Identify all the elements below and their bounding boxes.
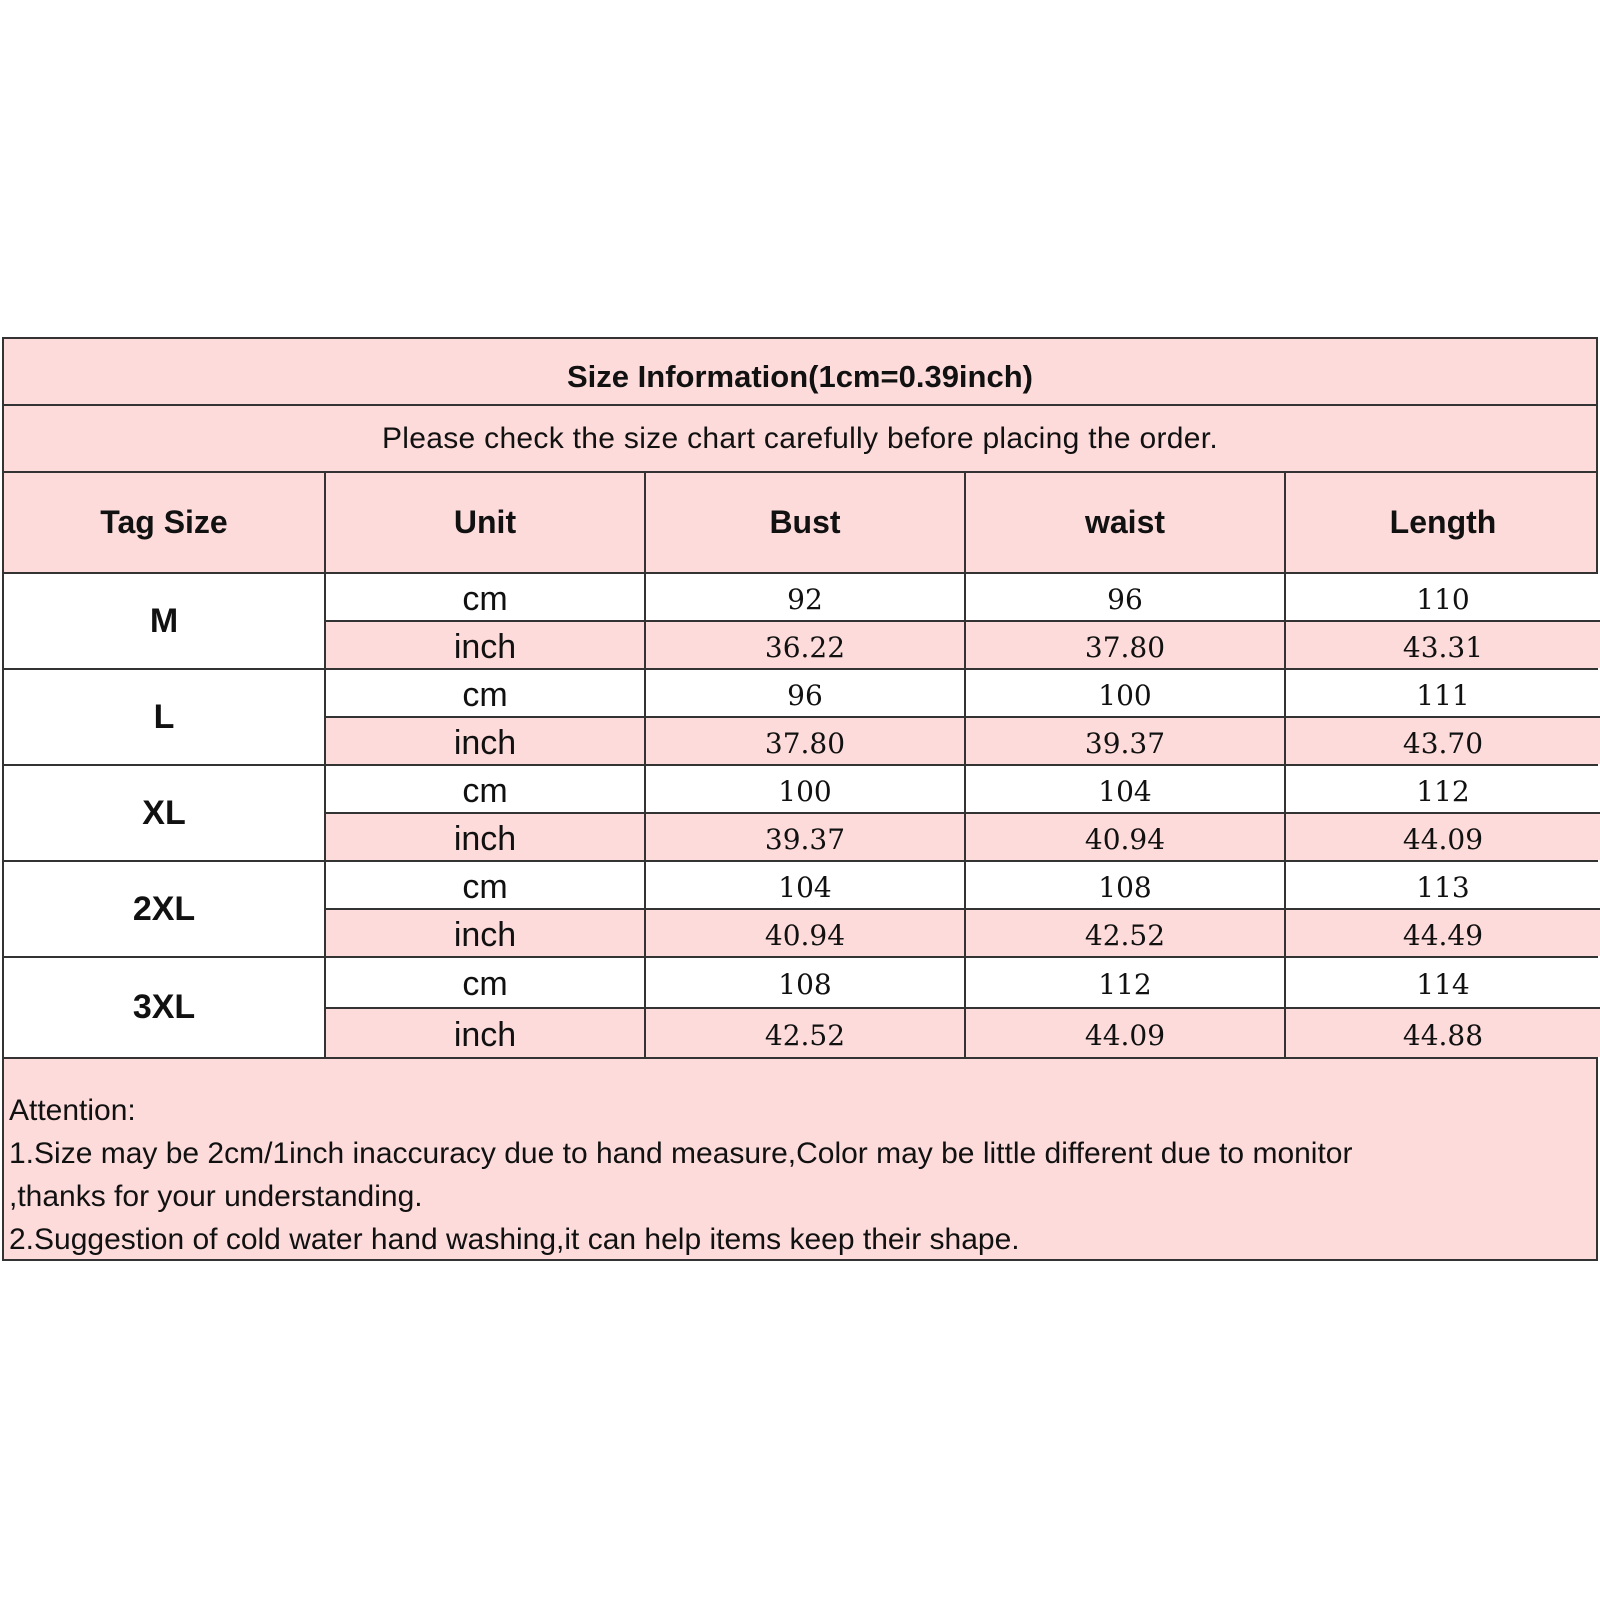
size-chart-table xyxy=(2,337,1598,1261)
length-cell: 43.31 xyxy=(1284,622,1600,668)
unit-cell: cm xyxy=(324,670,644,716)
unit-cell: inch xyxy=(324,718,644,764)
size-group-xl xyxy=(4,766,1596,862)
table-row xyxy=(324,574,1600,622)
order-notice: Please check the size chart carefully before placing the order. xyxy=(4,406,1596,473)
table-row xyxy=(324,814,1600,860)
size-group-m xyxy=(4,574,1596,670)
waist-cell: 39.37 xyxy=(964,718,1284,764)
table-row xyxy=(324,910,1600,956)
size-group-l xyxy=(4,670,1596,766)
tag-size-label: 2XL xyxy=(4,862,324,956)
unit-cell: cm xyxy=(324,862,644,908)
tag-size-label: 3XL xyxy=(4,958,324,1057)
tag-size-label: M xyxy=(4,574,324,668)
length-cell: 113 xyxy=(1284,862,1600,908)
table-row xyxy=(324,622,1600,668)
header-unit: Unit xyxy=(324,473,644,572)
tag-size-label: XL xyxy=(4,766,324,860)
length-cell: 110 xyxy=(1284,574,1600,620)
header-length: Length xyxy=(1284,473,1600,572)
unit-cell: inch xyxy=(324,622,644,668)
bust-cell: 37.80 xyxy=(644,718,964,764)
unit-cell: cm xyxy=(324,766,644,812)
bust-cell: 96 xyxy=(644,670,964,716)
table-row xyxy=(324,958,1600,1009)
attention-line-2: ,thanks for your understanding. xyxy=(9,1180,423,1213)
bust-cell: 100 xyxy=(644,766,964,812)
size-group-3xl xyxy=(4,958,1596,1059)
unit-cell: inch xyxy=(324,910,644,956)
waist-cell: 104 xyxy=(964,766,1284,812)
waist-cell: 96 xyxy=(964,574,1284,620)
waist-cell: 42.52 xyxy=(964,910,1284,956)
bust-cell: 104 xyxy=(644,862,964,908)
waist-cell: 37.80 xyxy=(964,622,1284,668)
length-cell: 111 xyxy=(1284,670,1600,716)
attention-notes xyxy=(4,1059,1596,1259)
bust-cell: 36.22 xyxy=(644,622,964,668)
attention-line-1: 1.Size may be 2cm/1inch inaccuracy due to hand measure,Color may be little different due to monitor xyxy=(9,1137,1353,1170)
size-rows xyxy=(4,574,1596,1059)
unit-cell: cm xyxy=(324,958,644,1007)
header-row xyxy=(4,473,1596,574)
length-cell: 112 xyxy=(1284,766,1600,812)
attention-heading: Attention: xyxy=(9,1094,136,1127)
table-row xyxy=(324,862,1600,910)
bust-cell: 40.94 xyxy=(644,910,964,956)
bust-cell: 42.52 xyxy=(644,1009,964,1057)
unit-cell: inch xyxy=(324,1009,644,1057)
waist-cell: 108 xyxy=(964,862,1284,908)
attention-line-3: 2.Suggestion of cold water hand washing,it can help items keep their shape. xyxy=(9,1223,1020,1256)
table-row xyxy=(324,718,1600,764)
bust-cell: 92 xyxy=(644,574,964,620)
header-bust: Bust xyxy=(644,473,964,572)
table-title: Size Information(1cm=0.39inch) xyxy=(4,339,1596,406)
table-row xyxy=(324,1009,1600,1057)
length-cell: 44.09 xyxy=(1284,814,1600,860)
table-row xyxy=(324,670,1600,718)
waist-cell: 40.94 xyxy=(964,814,1284,860)
waist-cell: 44.09 xyxy=(964,1009,1284,1057)
bust-cell: 39.37 xyxy=(644,814,964,860)
size-group-2xl xyxy=(4,862,1596,958)
table-row xyxy=(324,766,1600,814)
bust-cell: 108 xyxy=(644,958,964,1007)
header-tag-size: Tag Size xyxy=(100,504,228,540)
unit-cell: cm xyxy=(324,574,644,620)
length-cell: 44.49 xyxy=(1284,910,1600,956)
header-waist: waist xyxy=(964,473,1284,572)
unit-cell: inch xyxy=(324,814,644,860)
length-cell: 114 xyxy=(1284,958,1600,1007)
waist-cell: 112 xyxy=(964,958,1284,1007)
length-cell: 43.70 xyxy=(1284,718,1600,764)
waist-cell: 100 xyxy=(964,670,1284,716)
tag-size-label: L xyxy=(4,670,324,764)
length-cell: 44.88 xyxy=(1284,1009,1600,1057)
